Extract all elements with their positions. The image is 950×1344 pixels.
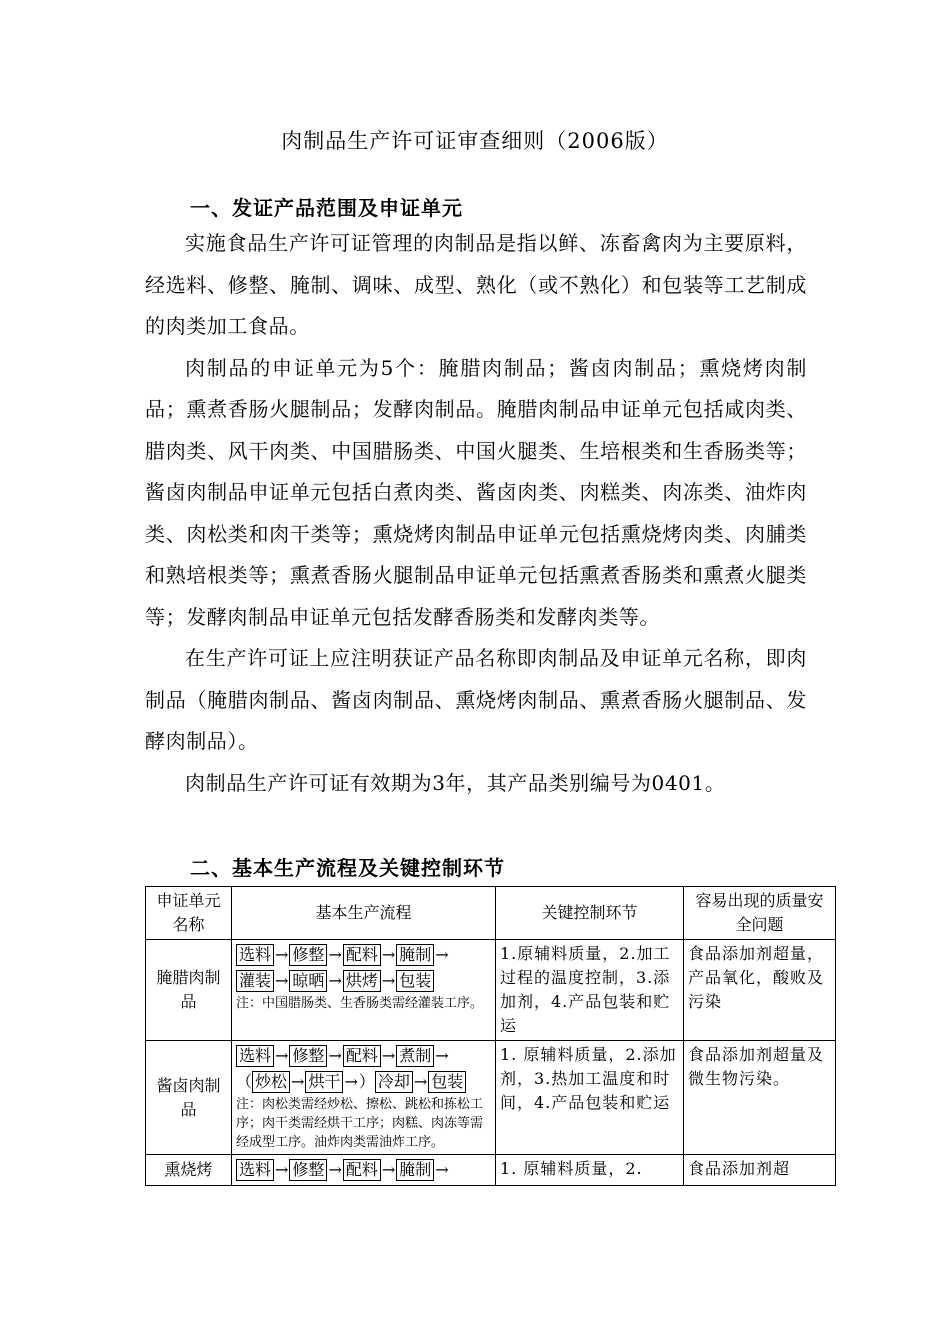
flow-step: 包装: [396, 970, 434, 992]
flow-step: 选料: [236, 944, 274, 966]
header-flow: 基本生产流程: [232, 887, 496, 940]
issues-cell: 食品添加剂超量及微生物污染。: [684, 1041, 836, 1155]
flow-cell: [232, 1155, 496, 1186]
flow-line: [236, 968, 491, 994]
section-heading-1: 一、发证产品范围及申证单元: [190, 196, 463, 220]
flow-step: 烘烤: [343, 970, 381, 992]
unit-name: 熏烧烤: [146, 1155, 232, 1186]
arrow-icon: →: [291, 1072, 305, 1091]
flow-step: 包装: [428, 1071, 466, 1093]
flow-step: 选料: [236, 1045, 274, 1067]
arrow-icon: →: [275, 945, 289, 964]
flow-line: [236, 1157, 491, 1183]
header-issues: 容易出现的质量安全问题: [684, 887, 836, 940]
flow-step: 配料: [343, 1159, 381, 1181]
arrow-icon: →: [381, 1046, 396, 1065]
table-row: [146, 1155, 836, 1186]
unit-name: 腌腊肉制品: [146, 940, 232, 1041]
production-table: [145, 886, 836, 1186]
open-paren: （: [236, 1072, 253, 1091]
flow-note: 注：肉松类需经炒松、擦松、跳松和拣松工序；肉干类需经烘干工序；肉糕、肉冻等需经成型工序。油炸肉类需油炸工序。: [236, 1097, 484, 1150]
control-cell: 1.原辅料质量，2.加工过程的温度控制，3.添加剂，4.产品包装和贮运: [496, 940, 684, 1041]
table-row: [146, 1041, 836, 1155]
unit-name: 酱卤肉制品: [146, 1041, 232, 1155]
flow-step: 冷却: [375, 1071, 413, 1093]
arrow-icon: →: [275, 1046, 289, 1065]
flow-cell: [232, 940, 496, 1041]
section-heading-2: 二、基本生产流程及关键控制环节: [190, 856, 505, 880]
document-title: 肉制品生产许可证审查细则（2006版）: [281, 129, 669, 153]
paragraph-2: 肉制品的申证单元为5个：腌腊肉制品；酱卤肉制品；熏烧烤肉制品；熏煮香肠火腿制品；发酵肉制品。腌腊肉制品申证单元包括咸肉类、腊肉类、风干肉类、中国腊肠类、中国火腿类、生培根类和生香肠类等；酱卤肉制品申证单元包括白煮肉类、酱卤肉类、肉糕类、肉冻类、油炸肉类、肉松类和肉干类等；熏烧烤肉制品申证单元包括熏烧烤肉类、肉脯类和熟培根类等；熏煮香肠火腿制品申证单元包括熏煮香肠类和熏煮火腿类等；发酵肉制品申证单元包括发酵香肠类和发酵肉类等。: [145, 355, 807, 629]
paragraph-4: 肉制品生产许可证有效期为3年，其产品类别编号为0401。: [185, 770, 726, 795]
flow-step: 修整: [289, 1159, 327, 1181]
flow-step: 腌制: [396, 944, 434, 966]
flow-step: 配料: [343, 944, 381, 966]
arrow-icon: →: [435, 1160, 449, 1179]
flow-step: 选料: [236, 1159, 274, 1181]
flow-step: 修整: [289, 944, 327, 966]
arrow-icon: →: [435, 1046, 449, 1065]
arrow-icon: →: [328, 945, 342, 964]
close-paren: ）: [358, 1072, 375, 1091]
section-1-body: [145, 223, 807, 804]
flow-note: 注：中国腊肠类、生香肠类需经灌装工序。: [236, 996, 484, 1011]
arrow-icon: →: [328, 1046, 342, 1065]
arrow-icon: →: [275, 971, 289, 990]
flow-line: [236, 942, 491, 968]
paragraph-3: 在生产许可证上应注明获证产品名称即肉制品及申证单元名称，即肉制品（腌腊肉制品、酱卤肉制品、熏烧烤肉制品、熏煮香肠火腿制品、发酵肉制品）。: [145, 646, 807, 753]
flow-cell: [232, 1041, 496, 1155]
table-row: [146, 940, 836, 1041]
issues-cell: 食品添加剂超: [684, 1155, 836, 1186]
flow-step: 煮制: [396, 1045, 434, 1067]
flow-step: 腌制: [396, 1159, 434, 1181]
header-unit-name: 申证单元名称: [146, 887, 232, 940]
arrow-icon: →: [275, 1160, 289, 1179]
issues-cell: 食品添加剂超量，产品氧化，酸败及污染: [684, 940, 836, 1041]
flow-line: [236, 1069, 491, 1095]
table-header-row: [146, 887, 836, 940]
flow-step: 晾晒: [289, 970, 327, 992]
arrow-icon: →: [328, 1160, 342, 1179]
flow-step: 烘干: [305, 1071, 343, 1093]
arrow-icon: →: [413, 1072, 428, 1091]
flow-step: 配料: [343, 1045, 381, 1067]
arrow-icon: →: [344, 1072, 358, 1091]
control-cell: 1. 原辅料质量，2.添加剂，3.热加工温度和时间，4.产品包装和贮运: [496, 1041, 684, 1155]
flow-step: 灌装: [236, 970, 274, 992]
arrow-icon: →: [381, 1160, 396, 1179]
control-cell: 1. 原辅料质量，2.: [496, 1155, 684, 1186]
flow-line: [236, 1043, 491, 1069]
paragraph-1: 实施食品生产许可证管理的肉制品是指以鲜、冻畜禽肉为主要原料，经选料、修整、腌制、调味、成型、熟化（或不熟化）和包装等工艺制成的肉类加工食品。: [145, 231, 807, 338]
header-control: 关键控制环节: [496, 887, 684, 940]
arrow-icon: →: [381, 971, 396, 990]
flow-step: 炒松: [252, 1071, 290, 1093]
arrow-icon: →: [381, 945, 396, 964]
arrow-icon: →: [435, 945, 449, 964]
flow-step: 修整: [289, 1045, 327, 1067]
arrow-icon: →: [328, 971, 342, 990]
